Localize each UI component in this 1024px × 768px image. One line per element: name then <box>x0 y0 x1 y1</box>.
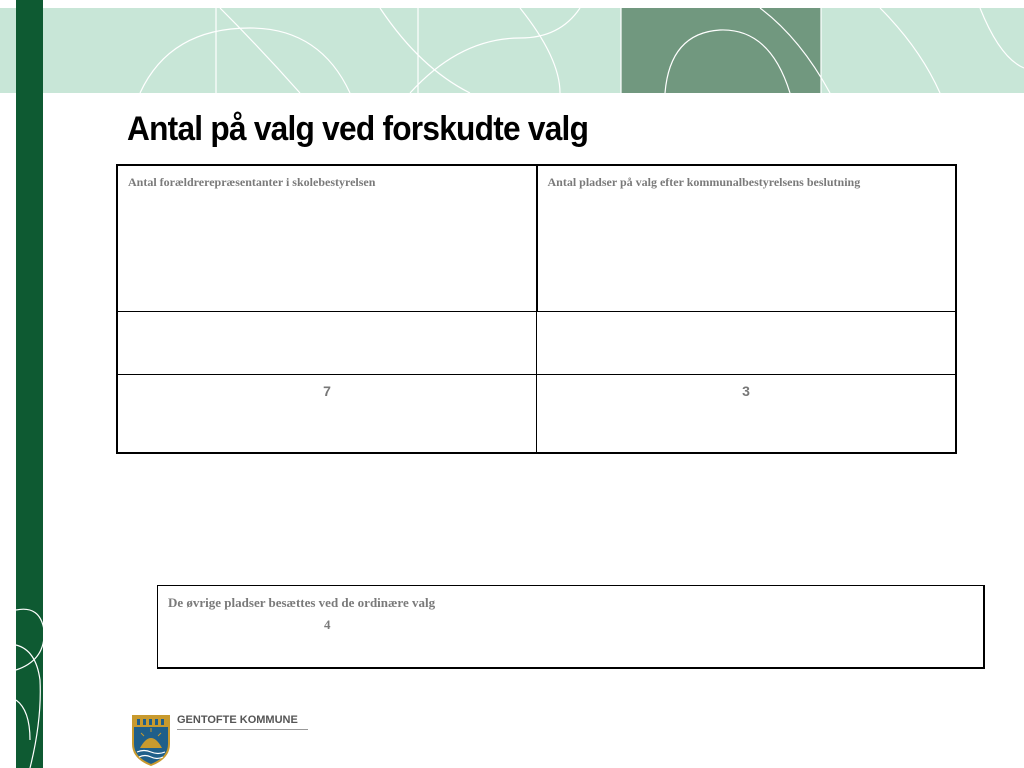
election-table <box>116 164 957 454</box>
municipal-coat-of-arms-icon <box>132 714 170 766</box>
decorative-header-band <box>0 8 1024 93</box>
organization-underline <box>177 729 308 730</box>
table-empty-cell <box>537 311 957 374</box>
remaining-seats-box <box>157 585 985 669</box>
table-value-cell <box>537 374 957 453</box>
organization-name: GENTOFTE KOMMUNE <box>177 714 298 726</box>
table-header-cell <box>117 165 537 311</box>
value-parent-representatives: 7 <box>323 382 331 399</box>
table-empty-cell <box>117 311 537 374</box>
table-value-cell <box>117 374 537 453</box>
table-header-cell <box>537 165 957 311</box>
decorative-left-curves <box>0 600 46 768</box>
remaining-seats-label: De øvrige pladser besættes ved de ordinære valg <box>168 595 436 610</box>
header-seats-up-for-election: Antal pladser på valg efter kommunalbestyrelsens beslutning <box>547 175 861 189</box>
value-seats-up-for-election: 3 <box>742 382 750 399</box>
slide-title: Antal på valg ved forskudte valg <box>127 110 589 148</box>
header-parent-representatives: Antal forældrerepræsentanter i skolebestyrelsen <box>128 175 376 189</box>
remaining-seats-value: 4 <box>324 617 331 632</box>
